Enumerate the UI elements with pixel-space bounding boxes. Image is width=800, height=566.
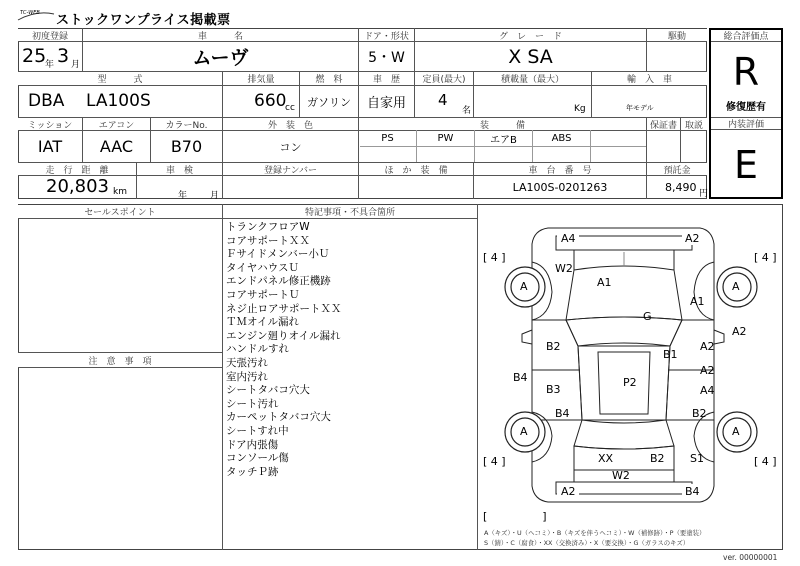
interior-eval-value: E (733, 143, 758, 187)
bracket-bottom-empty: [ ] (483, 510, 547, 523)
list-item: ドア内張傷 (226, 438, 279, 451)
logo-text: TC-WEB (20, 10, 40, 16)
mark-b4-left: B4 (513, 371, 528, 384)
drive-value (647, 42, 707, 71)
label-manual: 取説 (681, 118, 707, 130)
model-prefix: DBA (28, 91, 65, 111)
grade-value: X SA (508, 45, 553, 68)
label-displacement: 排気量 (223, 72, 299, 85)
capacity-unit: 名 (462, 106, 472, 116)
aircon-value: AAC (99, 137, 134, 156)
bracket-bottom-right: [ 4 ] (754, 455, 777, 468)
first-reg-month: 3 (57, 45, 70, 67)
label-mission: ミッション (18, 118, 82, 130)
logo (16, 9, 56, 23)
first-reg-year: 25 (22, 45, 47, 67)
mark-a1-left: A1 (597, 276, 612, 289)
defects-header: 特記事項・不具合箇所 (223, 205, 477, 218)
mark-a2-top: A2 (685, 232, 700, 245)
equip-ps: PS (381, 133, 394, 144)
label-drive: 駆動 (647, 29, 707, 41)
mark-a4-right: A4 (700, 384, 715, 397)
form-title: ストックワンプライス掲載票 (56, 13, 231, 28)
legend-line-2: S（錆）・C（腐食）・XX（交換済み）・X（要交換）・G（ガラスのキズ） (484, 539, 690, 547)
label-car-name: 車 名 (83, 29, 358, 41)
mark-g: G (643, 310, 652, 323)
mark-w2-bottom: W2 (612, 469, 630, 482)
label-deposit: 預託金 (647, 163, 707, 175)
label-grade: グ レ ー ド (415, 29, 646, 41)
mark-a1-right: A1 (690, 295, 705, 308)
car-diagram (478, 205, 782, 525)
bracket-bottom-left: [ 4 ] (483, 455, 506, 468)
mark-b4-bottom: B4 (685, 485, 700, 498)
version-label: ver. 00000001 (723, 553, 778, 562)
chassis-no-value: LA100S-0201263 (512, 180, 608, 194)
mark-a2-right: A2 (732, 325, 747, 338)
list-item: コンソール傷 (226, 452, 289, 465)
label-first-reg: 初度登録 (18, 29, 82, 41)
mark-b2-bottom: B2 (650, 452, 665, 465)
mark-w2-top: W2 (555, 262, 573, 275)
mark-p2: P2 (623, 376, 637, 389)
overall-eval-value: R (732, 50, 760, 94)
model-value: LA100S (86, 91, 151, 111)
inspection-month-unit: 月 (210, 191, 220, 201)
mark-s1: S1 (690, 452, 704, 465)
label-plate: 登録ナンバー (223, 163, 358, 175)
equip-pw: PW (437, 133, 454, 144)
inspection-year-unit: 年 (178, 191, 188, 201)
list-item: エンジン廻りオイル漏れ (226, 329, 341, 342)
overall-eval-note: 修復歴有 (726, 101, 766, 113)
bracket-top-right: [ 4 ] (754, 251, 777, 264)
label-exterior-color: 外 装 色 (223, 118, 358, 130)
equip-abs: ABS (551, 133, 572, 144)
list-item: コアサポートＵ (226, 289, 300, 301)
load-unit: Kg (574, 104, 586, 114)
doors-shape-value: 5・W (368, 49, 405, 66)
label-chassis-no: 車 台 番 号 (474, 163, 646, 175)
label-equipment: 装 備 (359, 118, 646, 130)
deposit-value: 8,490 (665, 181, 697, 194)
mileage-value: 20,803 (46, 176, 109, 197)
mark-a-front-left: A (520, 280, 528, 293)
mark-a-rear-left: A (520, 425, 528, 438)
label-overall-eval: 総合評価点 (711, 30, 781, 42)
list-item: ハンドルすれ (226, 343, 289, 356)
displacement-unit: cc (285, 103, 295, 113)
import-model-year: 年モデル (626, 104, 654, 112)
mark-a-rear-right: A (732, 425, 740, 438)
label-aircon: エアコン (83, 118, 150, 130)
equip-slot-5 (591, 131, 646, 146)
list-item: コアサポートＸＸ (226, 234, 310, 247)
label-color-no: カラーNo. (151, 118, 222, 130)
mark-b3: B3 (546, 383, 561, 396)
label-model: 型 式 (18, 72, 222, 85)
label-mileage: 走 行 距 離 (18, 163, 136, 175)
list-item: 室内汚れ (226, 370, 268, 383)
list-item: シートすれ中 (226, 425, 289, 437)
label-inspection: 車 検 (137, 163, 222, 175)
mark-b4-rear: B4 (555, 407, 570, 420)
first-reg-month-unit: 月 (71, 60, 81, 70)
label-doors-shape: ドア・形状 (359, 29, 414, 41)
mileage-unit: km (113, 187, 127, 197)
color-no-value: B70 (170, 137, 203, 156)
list-item: ネジ止ロアサポートＸＸ (226, 302, 342, 315)
bracket-top-left: [ 4 ] (483, 251, 506, 264)
list-item: カーペットタバコ穴大 (226, 411, 331, 424)
sales-points-header: セールスポイント (18, 205, 222, 218)
history-value: 自家用 (366, 96, 406, 111)
list-item: Ｆサイドメンバー小Ｕ (226, 248, 330, 261)
label-other-equipment: ほ か 装 備 (359, 163, 473, 175)
list-item: トランクフロアW (226, 221, 310, 233)
label-warranty: 保証書 (647, 118, 680, 130)
label-history: 車 歴 (359, 72, 414, 85)
mark-b1: B1 (663, 348, 678, 361)
label-capacity: 定員(最大) (415, 72, 473, 85)
mark-b2-left: B2 (546, 340, 561, 353)
list-item: ＴＭオイル漏れ (226, 316, 299, 329)
displacement-value: 660 (254, 91, 287, 111)
mission-value: IAT (37, 137, 63, 156)
mark-a2-lower: A2 (700, 364, 715, 377)
mark-a2-mid: A2 (700, 340, 715, 353)
notes-header: 注 意 事 項 (18, 353, 222, 367)
list-item: 天張汚れ (226, 357, 268, 369)
list-item: シートタバコ穴大 (226, 384, 310, 397)
exterior-color-value: コン (279, 140, 302, 154)
capacity-value: 4 (438, 91, 448, 109)
mark-xx: XX (598, 452, 614, 465)
list-item: シート汚れ (226, 397, 279, 410)
label-interior-eval: 内装評価 (711, 118, 781, 130)
legend-line-1: A（キズ）・U（ヘコミ）・B（キズを伴うヘコミ）・W（補修跡）・P（要塗装） (484, 529, 706, 537)
car-name-value: ムーヴ (192, 47, 249, 69)
fuel-value: ガソリン (307, 95, 351, 109)
deposit-unit: 円 (699, 189, 709, 199)
label-import: 輸 入 車 (592, 72, 707, 85)
mark-a2-bottom: A2 (561, 485, 576, 498)
list-item: タッチＰ跡 (226, 465, 279, 478)
mark-a-front-right: A (732, 280, 740, 293)
label-load: 積載量（最大） (474, 72, 591, 85)
mark-b2-right: B2 (692, 407, 707, 420)
mark-a4-top: A4 (561, 232, 576, 245)
list-item: タイヤハウスＵ (226, 261, 299, 274)
label-fuel: 燃 料 (300, 72, 358, 85)
list-item: エンドパネル修正機跡 (226, 275, 331, 288)
equip-airbag: エアB (490, 135, 517, 146)
first-reg-year-unit: 年 (45, 60, 55, 70)
